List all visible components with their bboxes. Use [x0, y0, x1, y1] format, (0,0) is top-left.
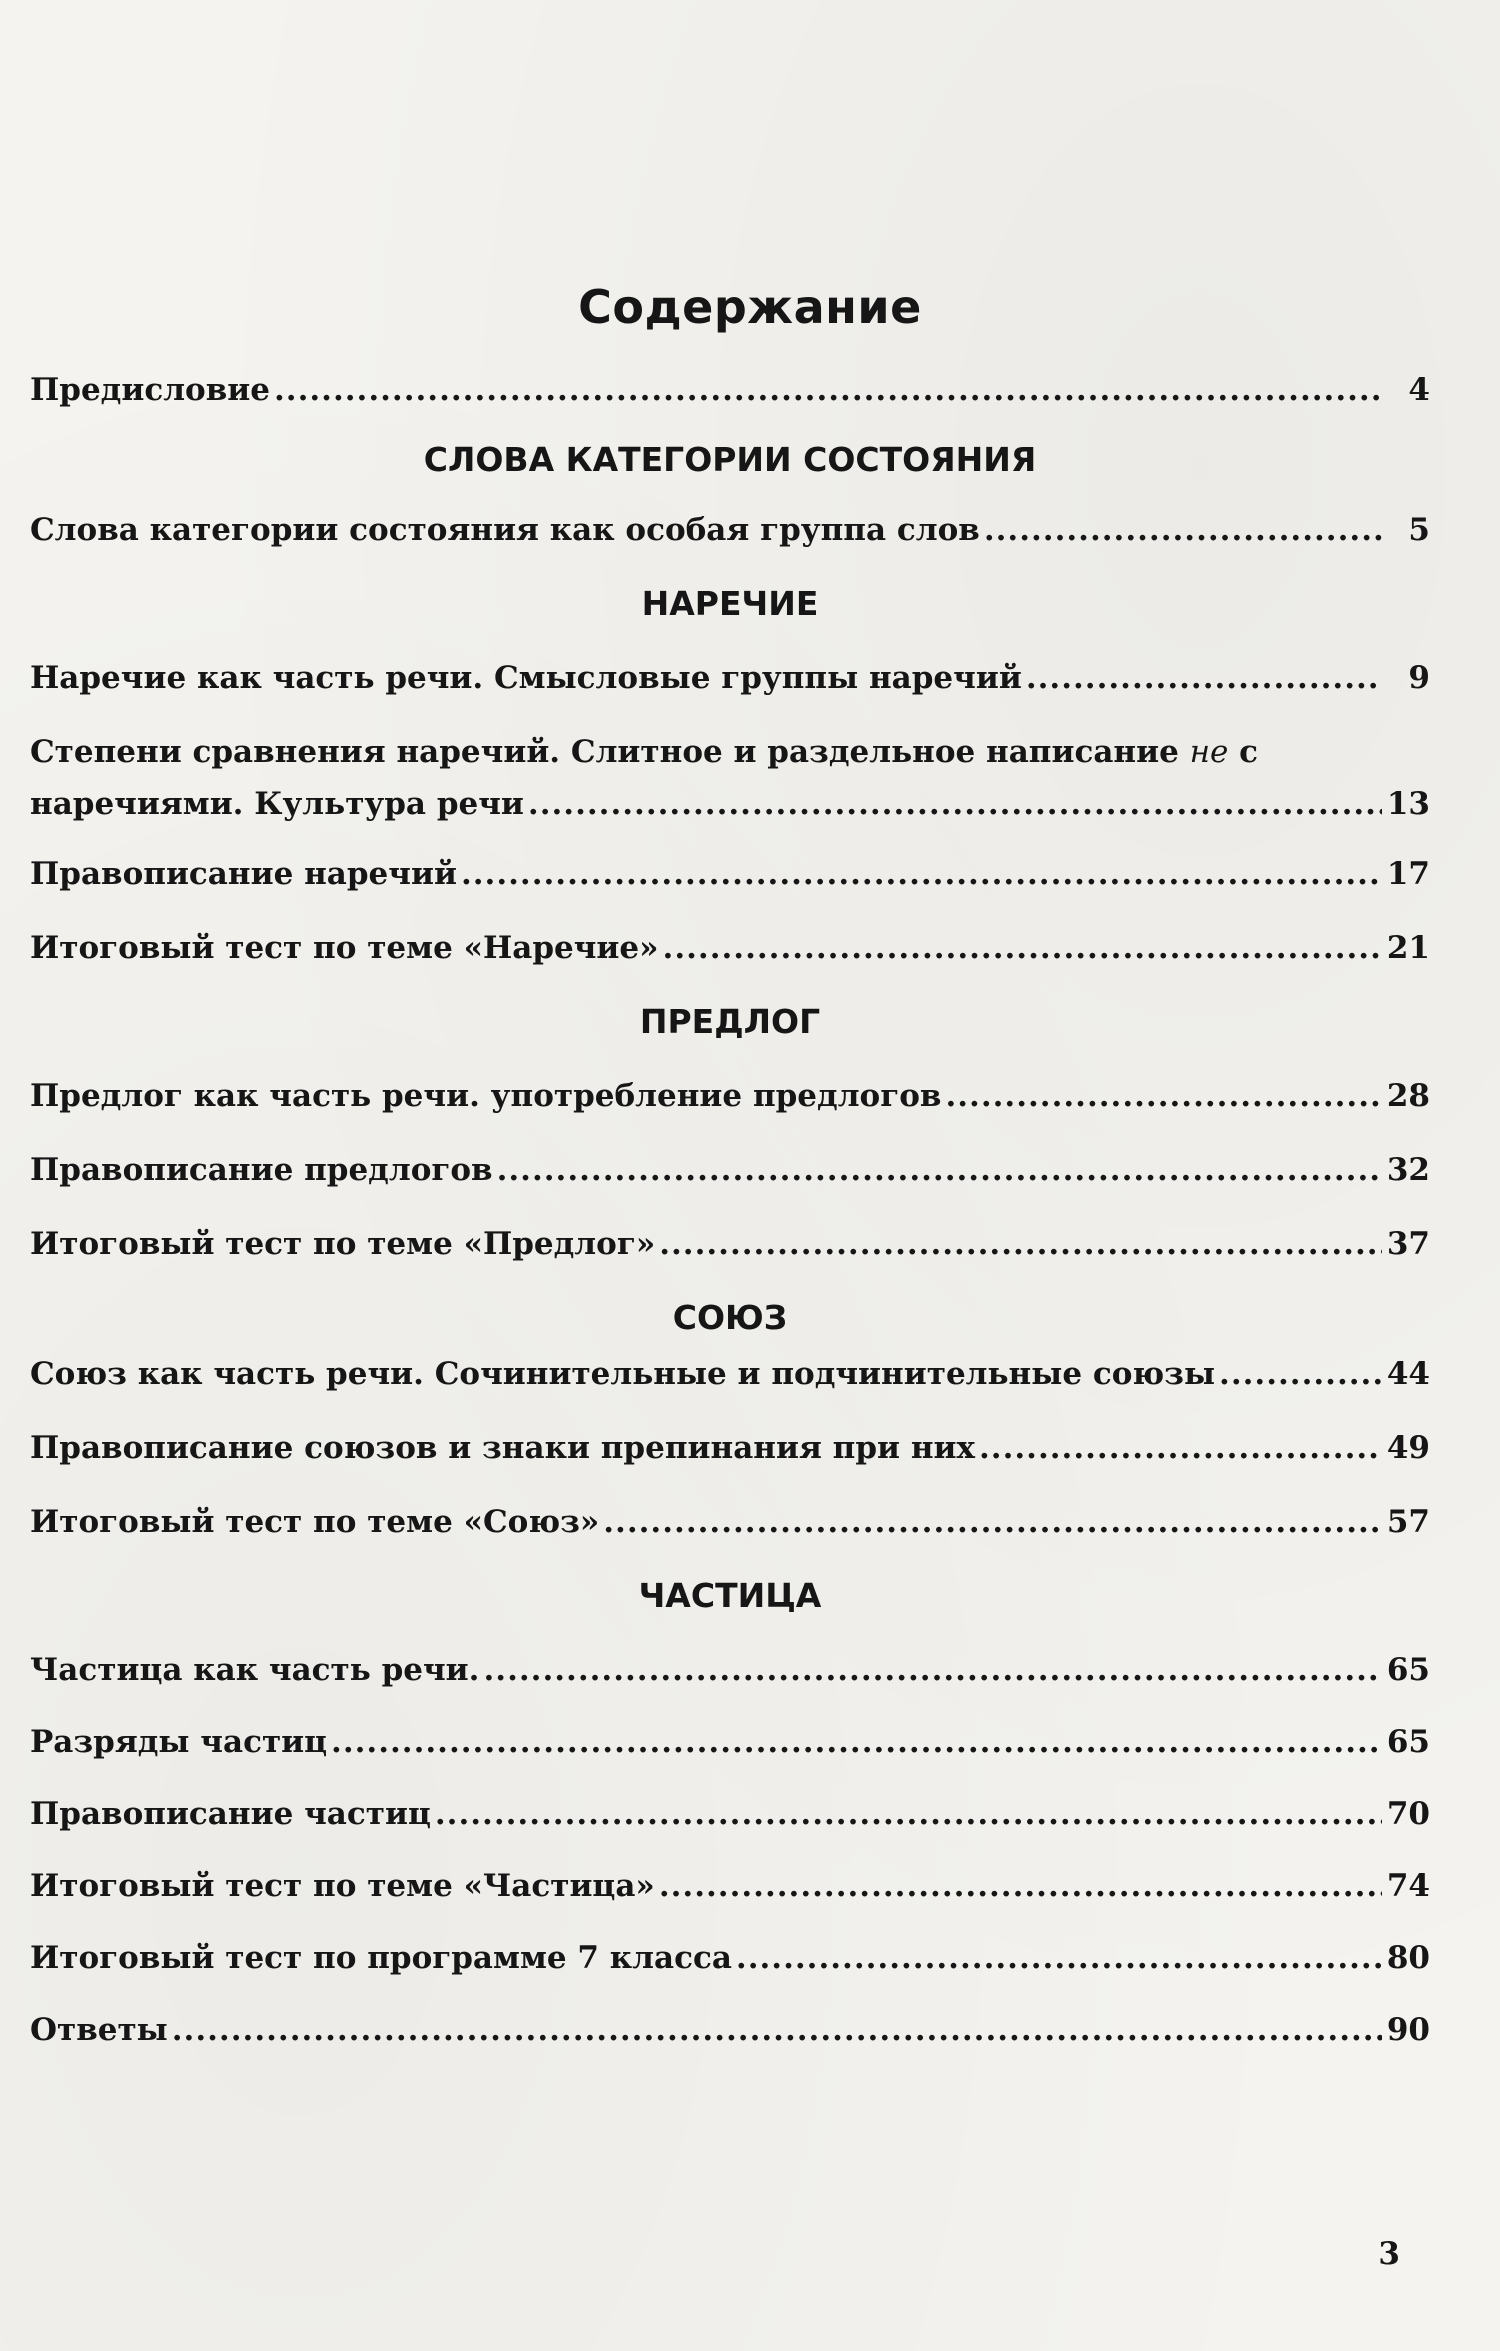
toc-entry[interactable]	[30, 1150, 1430, 1190]
toc-entry[interactable]	[30, 1866, 1430, 1906]
toc-entry-page: 57	[1386, 1504, 1430, 1540]
toc-entry[interactable]	[30, 2010, 1430, 2050]
toc-entry[interactable]	[30, 928, 1430, 968]
toc-leader-dots	[461, 854, 1382, 894]
toc-leader-dots	[497, 1150, 1382, 1190]
toc-entry-page: 80	[1386, 1940, 1430, 1976]
page-number: 3	[1378, 2236, 1400, 2272]
toc-leader-dots	[984, 510, 1382, 550]
toc-leader-dots	[1026, 658, 1382, 698]
toc-entry-title: Предисловие	[30, 372, 270, 408]
toc-entry-page: 9	[1408, 660, 1430, 696]
toc-section-heading: ПРЕДЛОГ	[639, 1002, 821, 1041]
toc-entry-title: Итоговый тест по теме «Предлог»	[30, 1226, 656, 1262]
toc-section-heading: НАРЕЧИЕ	[641, 584, 819, 623]
toc-entry-title: Правописание наречий	[30, 856, 457, 892]
toc-entry[interactable]	[30, 1502, 1430, 1542]
toc-entry[interactable]	[30, 1794, 1430, 1834]
toc-entry[interactable]	[30, 370, 1430, 410]
toc-entry-title: Предлог как часть речи. употребление предлогов	[30, 1078, 942, 1114]
toc-leader-dots	[603, 1502, 1382, 1542]
toc-entry-title: Итоговый тест по теме «Частица»	[30, 1868, 655, 1904]
toc-leader-dots	[483, 1650, 1382, 1690]
toc-entry-page: 49	[1386, 1430, 1430, 1466]
toc-entry-page: 4	[1408, 372, 1430, 408]
toc-entry[interactable]	[30, 1076, 1430, 1116]
toc-entry-title: Союз как часть речи. Сочинительные и подчинительные союзы	[30, 1356, 1216, 1392]
toc-entry[interactable]	[30, 658, 1430, 698]
toc-leader-dots	[1219, 1354, 1382, 1394]
toc-leader-dots	[663, 928, 1382, 968]
toc-entry-page: 65	[1386, 1724, 1430, 1760]
toc-entry-title: Итоговый тест по программе 7 класса	[30, 1940, 732, 1976]
toc-entry[interactable]	[30, 1354, 1430, 1394]
toc-entry[interactable]	[30, 1722, 1430, 1762]
toc-entry-title-line2: наречиями. Культура речи	[30, 786, 524, 822]
toc-leader-dots	[659, 1866, 1382, 1906]
toc-entry-page: 17	[1386, 856, 1430, 892]
toc-entry-page: 70	[1386, 1796, 1430, 1832]
toc-leader-dots	[979, 1428, 1382, 1468]
table-of-contents	[30, 370, 1430, 2050]
toc-entry-title: Правописание частиц	[30, 1796, 431, 1832]
toc-leader-dots	[274, 370, 1382, 410]
toc-entry-page: 65	[1386, 1652, 1430, 1688]
toc-entry[interactable]	[30, 732, 1430, 824]
toc-entry-title: Правописание союзов и знаки препинания при них	[30, 1430, 975, 1466]
toc-entry-title: Слова категории состояния как особая группа слов	[30, 512, 980, 548]
toc-leader-dots	[435, 1794, 1382, 1834]
toc-entry-page: 44	[1386, 1356, 1430, 1392]
toc-entry-title-line1: Степени сравнения наречий. Слитное и раздельное написание не с	[30, 734, 1259, 770]
toc-entry[interactable]	[30, 1224, 1430, 1264]
toc-entry-title: Ответы	[30, 2012, 168, 2048]
toc-entry-title: Наречие как часть речи. Смысловые группы наречий	[30, 660, 1022, 696]
toc-entry[interactable]	[30, 1650, 1430, 1690]
toc-entry-title: Частица как часть речи.	[30, 1652, 480, 1688]
toc-entry-page: 28	[1386, 1078, 1430, 1114]
toc-entry[interactable]	[30, 854, 1430, 894]
toc-entry-title: Итоговый тест по теме «Наречие»	[30, 930, 659, 966]
toc-section-heading: СЛОВА КАТЕГОРИИ СОСТОЯНИЯ	[423, 440, 1037, 479]
toc-entry-title: Разряды частиц	[30, 1724, 328, 1760]
toc-entry-page: 90	[1386, 2012, 1430, 2048]
toc-leader-dots	[172, 2010, 1382, 2050]
toc-leader-dots	[659, 1224, 1382, 1264]
toc-section-heading: СОЮЗ	[672, 1298, 788, 1337]
toc-entry-page: 13	[1386, 786, 1430, 822]
toc-entry[interactable]	[30, 1428, 1430, 1468]
toc-leader-dots	[331, 1722, 1382, 1762]
toc-entry-page: 21	[1386, 930, 1430, 966]
toc-entry-page: 5	[1408, 512, 1430, 548]
toc-leader-dots	[528, 784, 1382, 824]
toc-leader-dots	[945, 1076, 1382, 1116]
toc-entry-page: 37	[1386, 1226, 1430, 1262]
toc-entry-page: 74	[1386, 1868, 1430, 1904]
toc-entry-page: 32	[1386, 1152, 1430, 1188]
toc-leader-dots	[736, 1938, 1382, 1978]
toc-entry[interactable]	[30, 1938, 1430, 1978]
toc-entry[interactable]	[30, 510, 1430, 550]
page-title: Содержание	[578, 280, 922, 334]
toc-entry-title: Правописание предлогов	[30, 1152, 493, 1188]
toc-section-heading: ЧАСТИЦА	[638, 1576, 822, 1615]
emphasis-text: не	[1189, 734, 1229, 770]
toc-entry-title: Итоговый тест по теме «Союз»	[30, 1504, 600, 1540]
